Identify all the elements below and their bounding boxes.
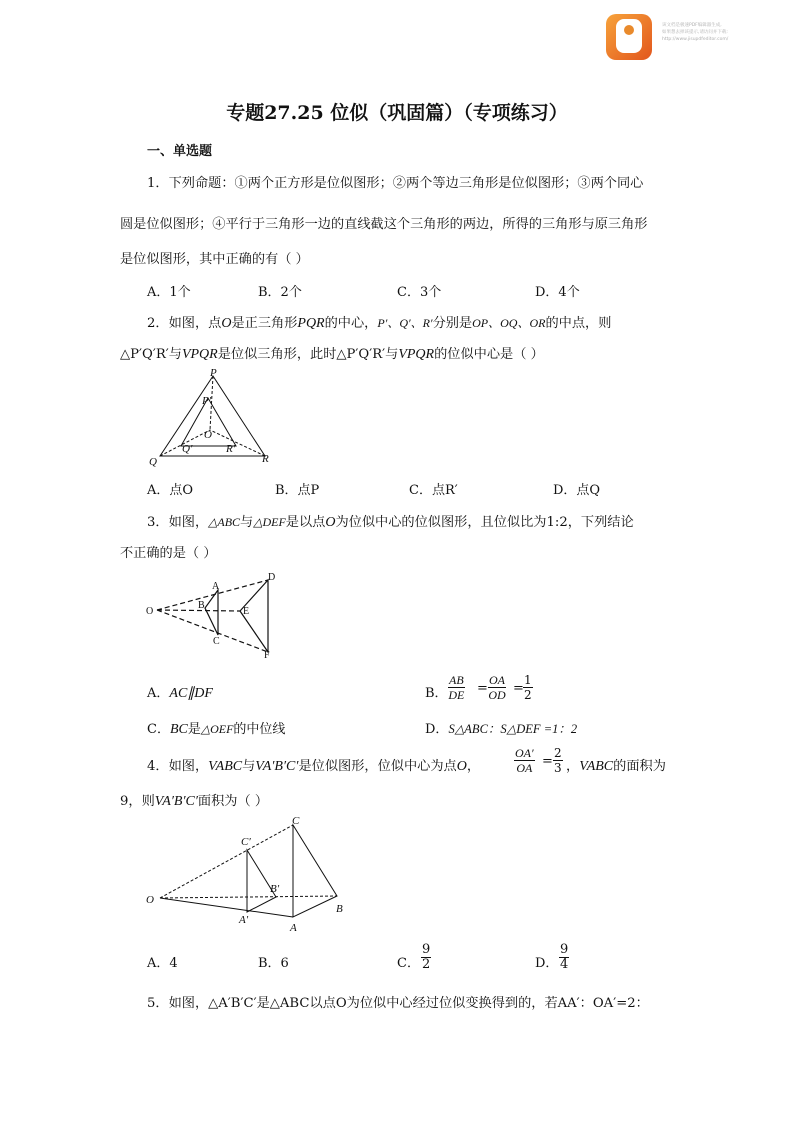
- q2-option-c: C．点R′: [409, 483, 458, 498]
- q4-fraction-value: [553, 746, 563, 775]
- q4-text: 9，则: [120, 794, 155, 809]
- label-q1: Q′: [182, 443, 193, 455]
- q4-option-d-fraction: [559, 943, 569, 972]
- page-title: 专题27.25 位似（巩固篇）（专项练习）: [226, 102, 568, 124]
- q2-option-b: B．点P: [275, 483, 320, 498]
- numerator: 9: [560, 942, 569, 957]
- q2-text: 2．如图，点: [147, 316, 222, 331]
- q2-text: 的位似中心是（ ）: [434, 347, 544, 362]
- equals-sign: =: [542, 754, 553, 769]
- q2-option-a: A．点O: [147, 483, 194, 498]
- label-a: A: [212, 581, 220, 592]
- label-c: C: [213, 636, 220, 647]
- option-text: 是: [187, 722, 201, 737]
- segment-oa: [160, 898, 293, 917]
- q3-option-b-label: B．: [425, 686, 448, 701]
- q4-option-d-label: D．: [535, 956, 559, 971]
- q2-figure: [140, 366, 280, 470]
- q3-line1: [147, 511, 634, 531]
- q3-line2: 不正确的是（ ）: [120, 546, 217, 561]
- watermark-line: 该文档是极速PDF编辑器生成,: [662, 23, 722, 28]
- q2-triangle: VPQR: [181, 347, 218, 362]
- q4-triangle: VA′B′C′: [255, 759, 299, 774]
- q4-line2: [120, 790, 268, 810]
- label-a1: A′: [239, 914, 249, 926]
- pdf-editor-logo-icon: [606, 14, 652, 60]
- option-text: BC: [169, 722, 188, 737]
- q1-option-a: A．1个: [147, 285, 191, 300]
- option-label: C．: [147, 722, 170, 737]
- q2-triangle-pqr: PQR: [297, 316, 325, 331]
- denominator: DE: [448, 688, 465, 702]
- label-o: O: [146, 606, 154, 617]
- q4-triangle: VA′B′C′: [154, 794, 198, 809]
- watermark-line: http://www.jisupdfeditor.com/: [662, 37, 729, 42]
- triangle-abc: [293, 825, 337, 917]
- q4-text: ，: [566, 759, 580, 774]
- q2-segments: OP、OQ、OR: [472, 316, 546, 330]
- q2-line2: [120, 343, 544, 363]
- q2-option-d: D．点Q: [553, 483, 601, 498]
- q3-text: 3．如图，: [147, 515, 209, 530]
- label-o: O: [204, 429, 212, 441]
- q2-points: P′、Q′、R′: [377, 316, 433, 330]
- q3-fraction-ab-de: [448, 673, 465, 702]
- ray-ob: [160, 896, 337, 898]
- denominator: 2: [524, 688, 532, 702]
- denominator: OD: [488, 688, 506, 702]
- label-o: O: [146, 894, 154, 906]
- q2-text: 的中心，: [324, 316, 378, 331]
- label-b1: B′: [270, 883, 280, 895]
- q4-option-c-label: C．: [397, 956, 420, 971]
- numerator: 9: [422, 942, 431, 957]
- numerator: 1: [524, 673, 532, 687]
- label-b: B: [198, 600, 205, 611]
- q2-text: 是正三角形: [231, 316, 298, 331]
- watermark-line: 如果想去掉该提示,请访问并下载:: [662, 30, 728, 35]
- label-p: P: [210, 367, 217, 379]
- watermark: [662, 22, 792, 43]
- q3-fraction-oa-od: [488, 673, 506, 702]
- denominator: 3: [554, 761, 562, 775]
- q3-triangle-abc: △ABC: [208, 515, 241, 529]
- denominator: 2: [422, 957, 431, 972]
- q4-triangle: VABC: [208, 759, 243, 774]
- q4-text: ，: [466, 759, 481, 774]
- label-p1: P′: [202, 395, 212, 407]
- q3-text: 与: [240, 515, 254, 530]
- q1-line3: 是位似图形，其中正确的有（ ）: [120, 252, 309, 267]
- label-d: D: [268, 572, 276, 583]
- q3-figure: [140, 570, 290, 662]
- label-b: B: [336, 903, 343, 915]
- numerator: OA′: [515, 746, 534, 760]
- option-text: AC∥DF: [169, 686, 213, 701]
- q4-option-c-fraction: [421, 943, 431, 972]
- q3-option-c: [147, 718, 285, 738]
- option-text: S△ABC：S△DEF =1：2: [448, 722, 578, 736]
- q4-text: 是位似图形，位似中心为点: [298, 759, 457, 774]
- q3-text: 是以点: [285, 515, 326, 530]
- equals-sign: =: [477, 681, 488, 696]
- q4-text: 的面积为: [613, 759, 666, 774]
- option-text: △OEF: [200, 722, 234, 736]
- q4-figure: [140, 812, 370, 940]
- q3-option-d: [425, 718, 577, 737]
- q2-text: 的中点，则: [545, 316, 612, 331]
- label-a: A: [290, 922, 297, 934]
- q2-point-o: O: [221, 316, 232, 331]
- q3-option-a: [147, 682, 213, 702]
- label-e: E: [243, 606, 250, 617]
- label-c: C: [292, 815, 300, 827]
- q4-text: 4．如图，: [147, 759, 209, 774]
- numerator: AB: [449, 673, 464, 687]
- q5-line1: 5．如图，△A′B′C′是△ABC以点O为位似中心经过位似变换得到的，若AA′：OA′=2：: [147, 996, 649, 1011]
- q4-fraction-ratio: [514, 746, 535, 775]
- label-r1: R′: [226, 443, 236, 455]
- q3-fraction-half: [523, 673, 533, 702]
- option-label: A．: [147, 686, 170, 701]
- q3-triangle-def: △DEF: [253, 515, 286, 529]
- q2-text: 是位似三角形，此时△P′Q′R′与: [217, 347, 399, 362]
- q1-option-d: D．4个: [535, 285, 580, 300]
- equals-sign: =: [513, 681, 524, 696]
- q4-line1-end: [566, 755, 666, 775]
- numerator: 2: [554, 746, 562, 760]
- q3-text: 为位似中心的位似图形，且位似比为1:2，下列结论: [335, 515, 634, 530]
- denominator: OA: [516, 761, 533, 775]
- q2-triangle: VPQR: [398, 347, 435, 362]
- q1-option-b: B．2个: [258, 285, 302, 300]
- label-q: Q: [149, 456, 157, 468]
- triangle-a1b1c1: [247, 850, 276, 912]
- q1-line2: 圆是位似图形；④平行于三角形一边的直线截这个三角形的两边，所得的三角形与原三角形: [120, 217, 648, 232]
- option-text: 的中位线: [233, 722, 286, 737]
- q4-option-b: B．6: [258, 956, 289, 971]
- q2-text: 分别是: [432, 316, 473, 331]
- option-label: D．: [425, 722, 449, 737]
- q3-point-o: O: [325, 515, 336, 530]
- q2-line1: [147, 312, 611, 332]
- label-f: F: [264, 650, 270, 661]
- q4-option-a: A．4: [147, 956, 178, 971]
- q4-text: 与: [242, 759, 256, 774]
- label-r: R: [262, 453, 269, 465]
- denominator: 4: [560, 957, 569, 972]
- label-c1: C′: [241, 836, 251, 848]
- q4-point-o: O: [456, 759, 467, 774]
- section-heading: 一、单选题: [147, 144, 213, 159]
- q4-line1: [147, 755, 480, 775]
- q1-option-c: C．3个: [397, 285, 442, 300]
- numerator: OA: [489, 673, 505, 687]
- q4-text: 面积为（ ）: [197, 794, 269, 809]
- q4-triangle: VABC: [579, 759, 614, 774]
- q2-text: △P′Q′R′与: [120, 347, 182, 362]
- q1-line1: 1．下列命题：①两个正方形是位似图形；②两个等边三角形是位似图形；③两个同心: [147, 176, 644, 191]
